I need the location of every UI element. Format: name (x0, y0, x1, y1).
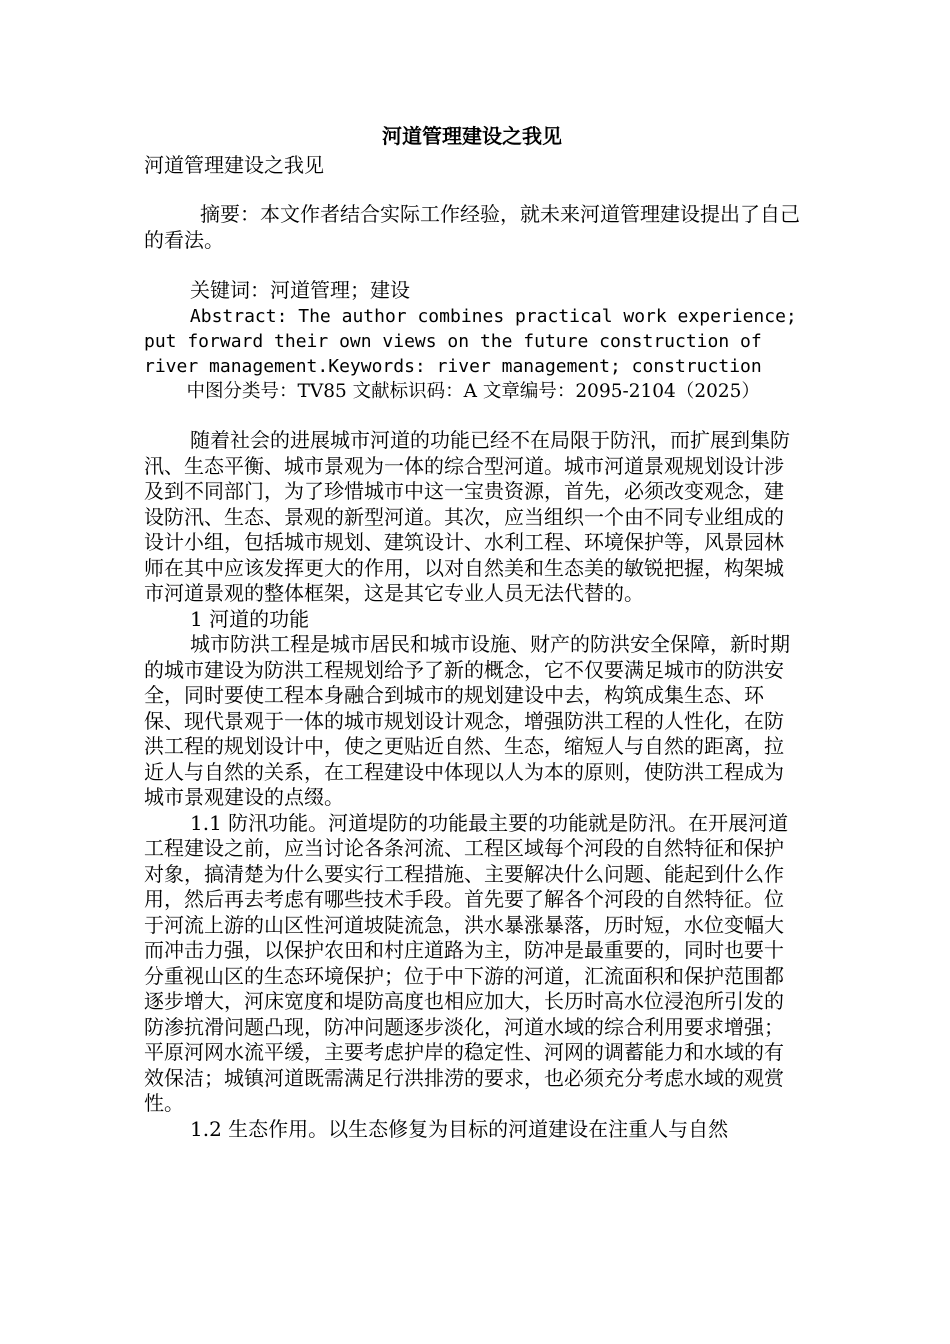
classification-line: 中图分类号：TV85 文献标识码：A 文章编号：2095-2104（2025） (186, 380, 760, 402)
keywords-cn: 关键词：河道管理；建设 (190, 278, 410, 302)
body-paragraph: 城市防洪工程是城市居民和城市设施、财产的防洪安全保障，新时期的城市建设为防洪工程规划给予了新的概念，它不仅要满足城市的防洪安全，同时要使工程本身融合到城市的规划建设中去，构筑成集生态、环保、现代景观于一体的城市规划设计观念，增强防洪工程的人性化，在防洪工程的规划设计中，使之更贴近自然、生态，缩短人与自然的距离，拉近人与自然的关系，在工程建设中体现以人为本的原则，使防洪工程成为城市景观建设的点缀。 (144, 632, 790, 809)
body-paragraph: 1.1 防汛功能。河道堤防的功能最主要的功能就是防汛。在开展河道工程建设之前，应当讨论各条河流、工程区域每个河段的自然特征和保护对象，搞清楚为什么要实行工程措施、主要解决什么问题、能起到什么作用，然后再去考虑有哪些技术手段。首先要了解各个河段的自然特征。位于河流上游的山区性河道坡陡流急，洪水暴涨暴落，历时短，水位变幅大而冲击力强，以保护农田和村庄道路为主，防冲是最重要的，同时也要十分重视山区的生态环境保护；位于中下游的河道，汇流面积和保护范围都逐步增大，河床宽度和堤防高度也相应加大，长历时高水位浸泡所引发的防渗抗滑问题凸现，防冲问题逐步淡化，河道水域的综合利用要求增强；平原河网水流平缓，主要考虑护岸的稳定性、河网的调蓄能力和水域的有效保洁；城镇河道既需满足行洪排涝的要求，也必须充分考虑水域的观赏性。 (144, 810, 789, 1115)
section-heading: 1 河道的功能 (190, 606, 310, 631)
document-page (144, 120, 800, 1142)
abstract-cn: 摘要：本文作者结合实际工作经验，就未来河道管理建设提出了自己的看法。 (144, 202, 800, 252)
body-paragraph: 随着社会的进展城市河道的功能已经不在局限于防汛，而扩展到集防汛、生态平衡、城市景观为一体的综合型河道。城市河道景观规划设计涉及到不同部门，为了珍惜城市中这一宝贵资源，首先，必须改变观念，建设防汛、生态、景观的新型河道。其次，应当组织一个由不同专业组成的设计小组，包括城市规划、建筑设计、水利工程、环境保护等，风景园林师在其中应该发挥更大的作用，以对自然美和生态美的敏锐把握，构架城市河道景观的整体框架，这是其它专业人员无法代替的。 (144, 428, 790, 605)
body-paragraph: 1.2 生态作用。以生态修复为目标的河道建设在注重人与自然 (190, 1116, 729, 1141)
document-subtitle: 河道管理建设之我见 (144, 153, 324, 177)
document-title: 河道管理建设之我见 (382, 124, 562, 148)
abstract-en: Abstract: The author combines practical work experience; put forward their own views on the future construction of river management.Keywords: river management; construction (144, 305, 797, 377)
